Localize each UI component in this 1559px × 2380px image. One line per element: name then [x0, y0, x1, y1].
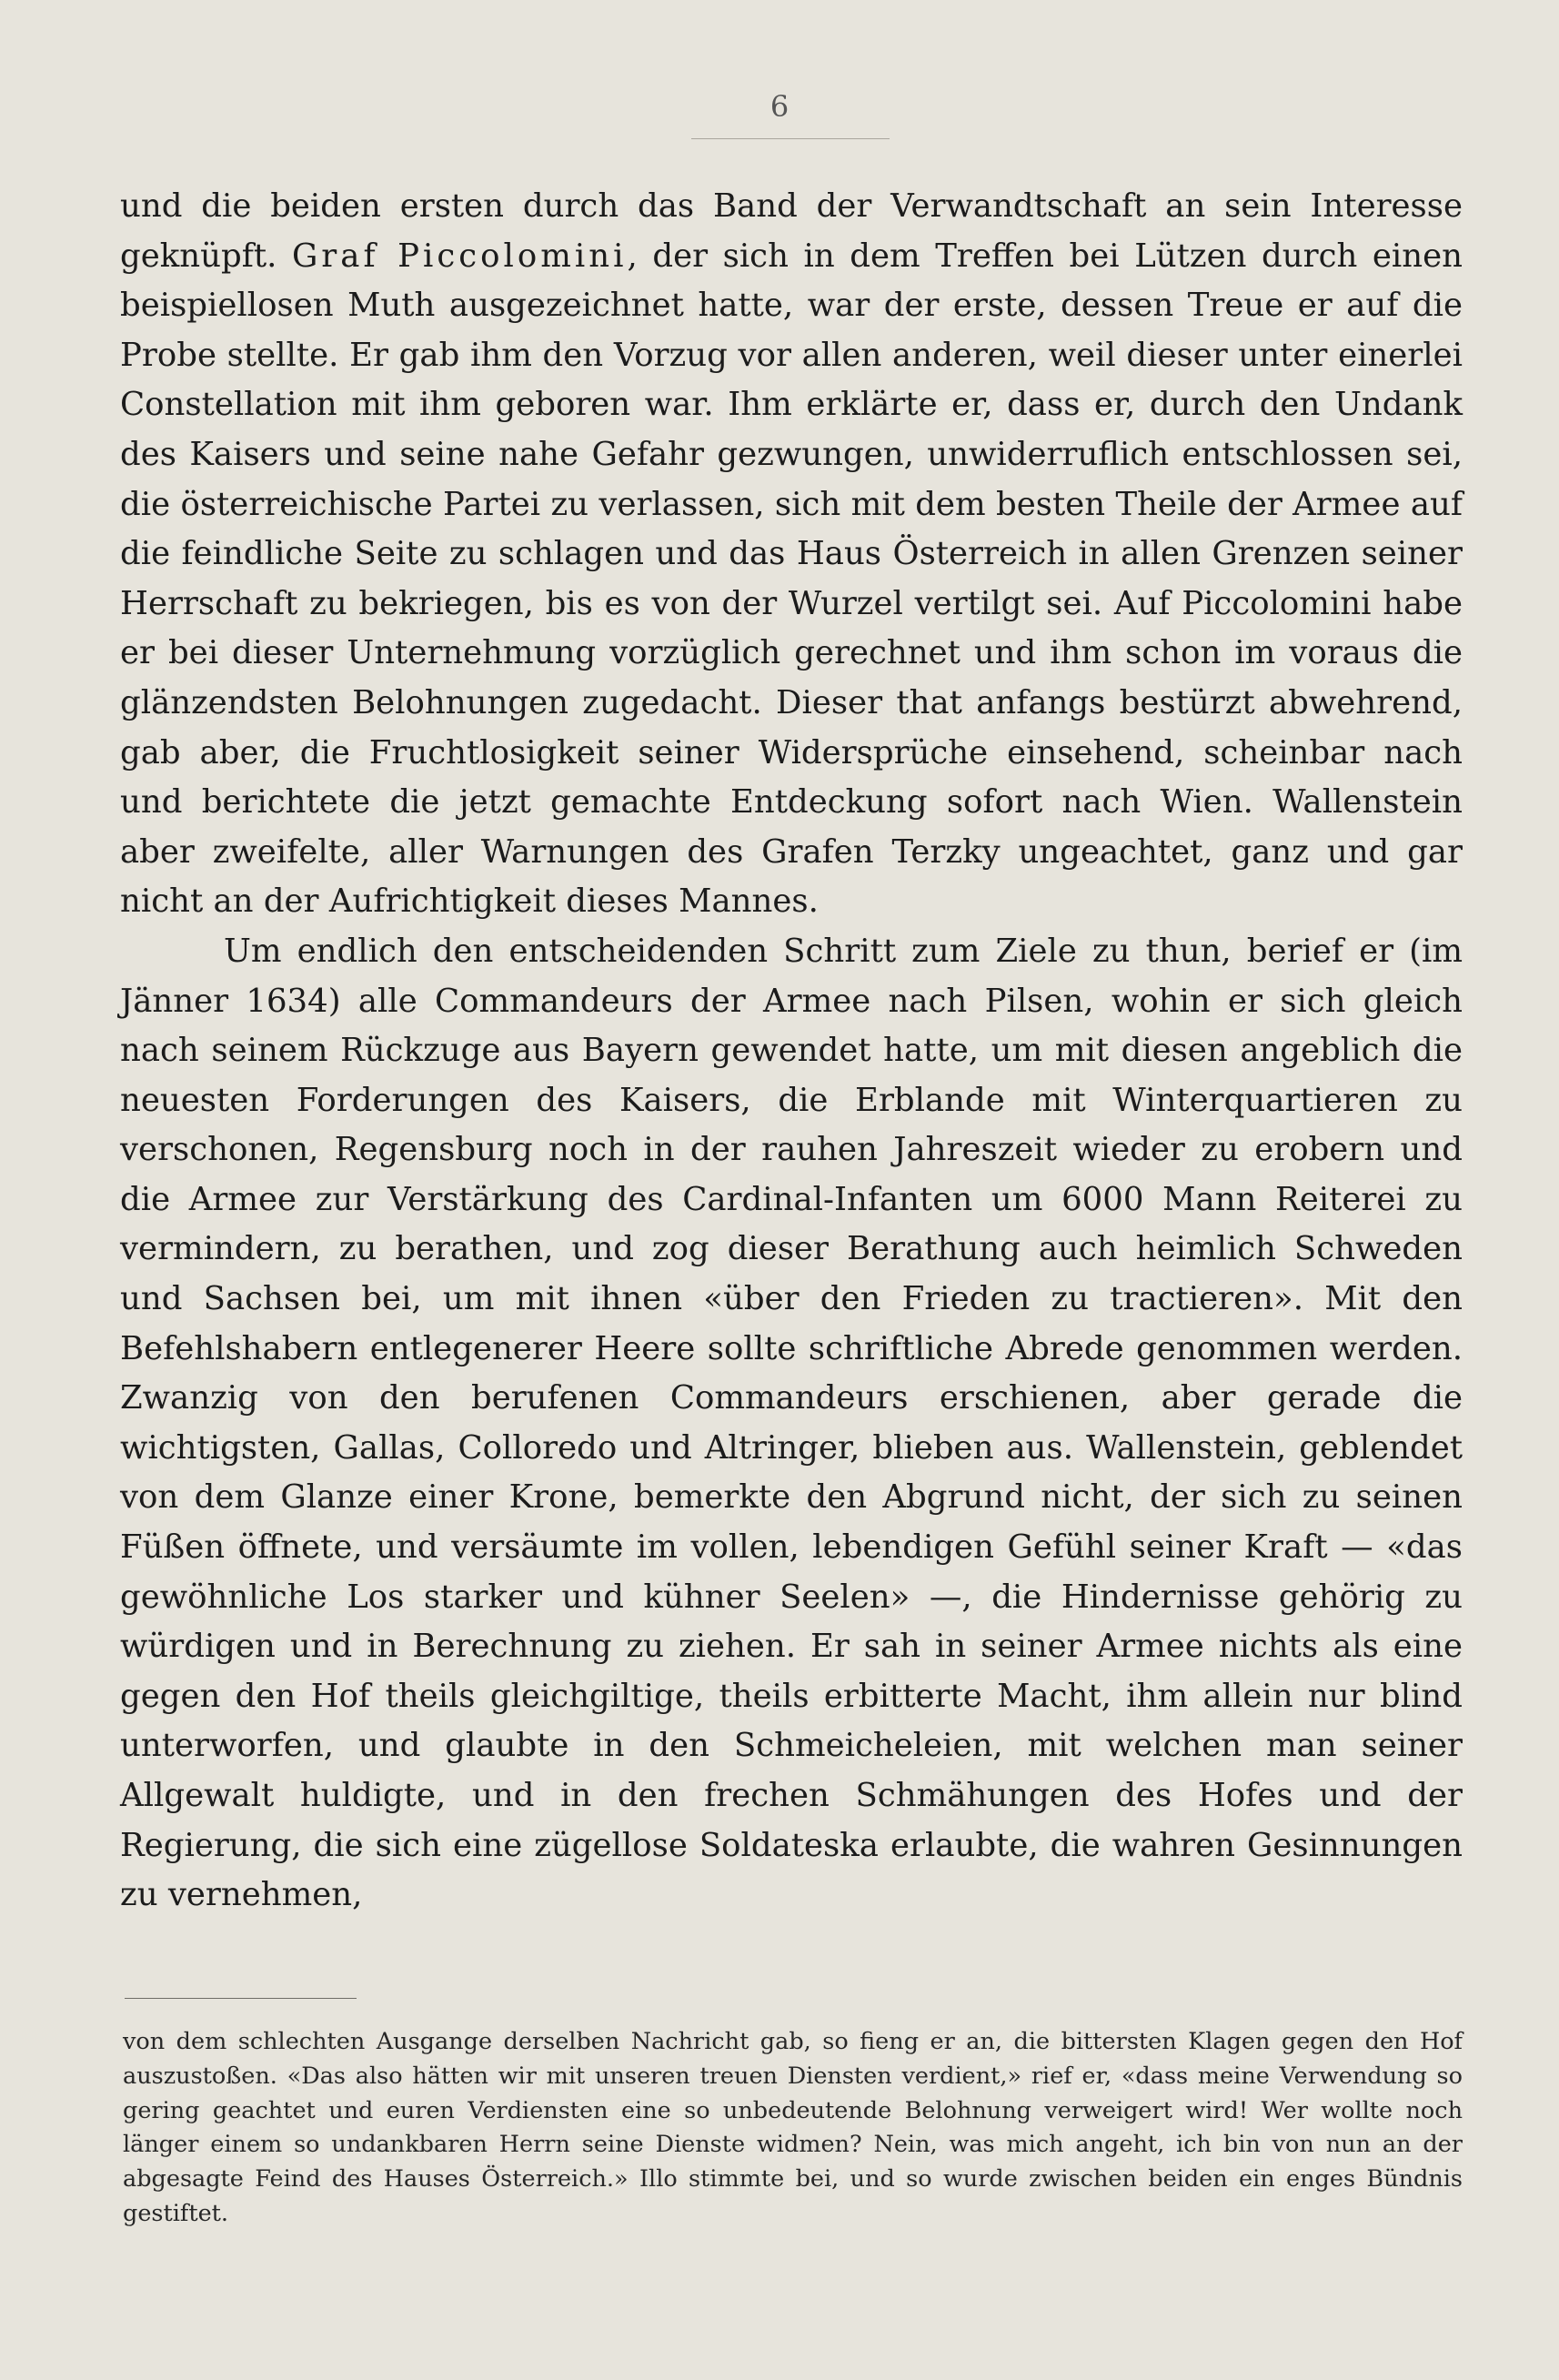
paragraph-1: [120, 182, 1463, 927]
footnote: [123, 2025, 1463, 2232]
paragraph-1-rest: , der sich in dem Treffen bei Lützen durch einen beispiellosen Muth ausgezeichnet hatte, war der erste, dessen Treue er auf die Probe stellte. Er gab ihm den Vorzug vor allen anderen, weil dieser unter einerlei Constellation mit ihm geboren war. Ihm erklärte er, dass er, durch den Undank des Kaisers und seine nahe Gefahr gezwungen, unwiderruflich entschlossen sei, die österreichische Partei zu verlassen, sich mit dem besten Theile der Armee auf die feindliche Seite zu schlagen und das Haus Österreich in allen Grenzen seiner Herrschaft zu bekriegen, bis es von der Wurzel vertilgt sei. Auf Piccolomini habe er bei dieser Unternehmung vorzüglich gerechnet und ihm schon im voraus die glänzendsten Belohnungen zugedacht. Dieser that anfangs bestürzt abwehrend, gab aber, die Fruchtlosigkeit seiner Widersprüche einsehend, scheinbar nach und berichtete die jetzt gemachte Entdeckung sofort nach Wien. Wallenstein aber zweifelte, aller Warnungen des Grafen Terzky ungeachtet, ganz und gar nicht an der Aufrichtigkeit dieses Mannes.: [120, 237, 1463, 921]
paragraph-2: Um endlich den entscheidenden Schritt zum Ziele zu thun, berief er (im Jänner 1634) alle Commandeurs der Armee nach Pilsen, wohin er sich gleich nach seinem Rückzuge aus Bayern gewendet hatte, um mit diesen angeblich die neuesten Forderungen des Kaisers, die Erblande mit Winterquartieren zu verschonen, Regensburg noch in der rauhen Jahreszeit wieder zu erobern und die Armee zur Verstärkung des Cardinal-Infanten um 6000 Mann Reiterei zu vermindern, zu berathen, und zog dieser Berathung auch heimlich Schweden und Sachsen bei, um mit ihnen «über den Frieden zu tractieren». Mit den Befehlshabern entlegenerer Heere sollte schriftliche Abrede genommen werden. Zwanzig von den berufenen Commandeurs erschienen, aber gerade die wichtigsten, Gallas, Colloredo und Altringer, blieben aus. Wallenstein, geblendet von dem Glanze einer Krone, bemerkte den Abgrund nicht, der sich zu seinen Füßen öffnete, und versäumte im vollen, lebendigen Gefühl seiner Kraft — «das gewöhnliche Los starker und kühner Seelen» —, die Hindernisse gehörig zu würdigen und in Berechnung zu ziehen. Er sah in seiner Armee nichts als eine gegen den Hof theils gleichgiltige, theils erbitterte Macht, ihm allein nur blind unterworfen, und glaubte in den Schmeicheleien, mit welchen man seiner Allgewalt huldigte, und in den frechen Schmähungen des Hofes und der Regierung, die sich eine zügellose Soldateska erlaubte, die wahren Gesinnungen zu vernehmen,: [120, 932, 1463, 1914]
paragraph-1-start: und die beiden ersten durch das Band der Verwandtschaft an sein Interesse geknüpft.: [120, 187, 1463, 275]
spaced-name-piccolomini: Graf Piccolomini: [291, 237, 628, 275]
header-rule: [691, 138, 890, 139]
footnote-rule: [125, 1998, 357, 1999]
main-text: [120, 182, 1463, 1921]
page-number: 6: [769, 89, 790, 124]
footnote-text: von dem schlechten Ausgange derselben Nachricht gab, so fieng er an, die bittersten Klagen gegen den Hof auszustoßen. «Das also hätten wir mit unseren treuen Diensten verdient,» rief er, «dass meine Verwendung so gering geachtet und euren Verdiensten eine so unbedeutende Belohnung verweigert wird! Wer wollte noch länger einem so undankbaren Herrn seine Dienste widmen? Nein, was mich angeht, ich bin von nun an der abgesagte Feind des Hauses Österreich.» Illo stimmte bei, und so wurde zwischen beiden ein enges Bündnis gestiftet.: [123, 2028, 1463, 2227]
